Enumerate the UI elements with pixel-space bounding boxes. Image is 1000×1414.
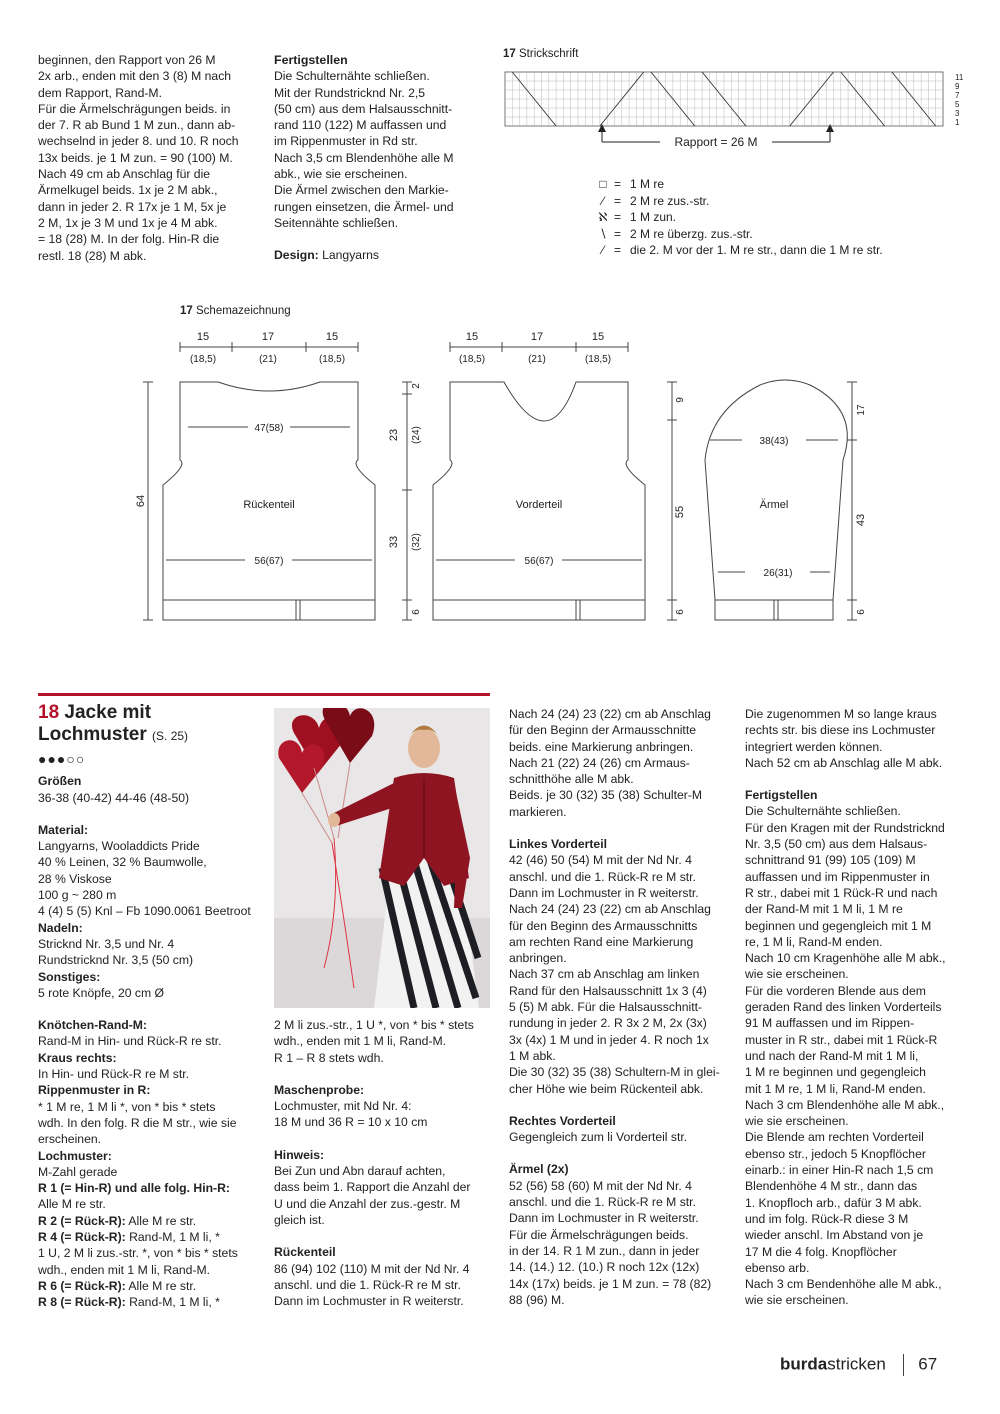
- text-line: beginnen, den Rapport von 26 M: [38, 53, 216, 67]
- section-heading: Linkes Vorderteil: [509, 837, 607, 852]
- text-line: 5 rote Knöpfe, 20 cm Ø: [38, 985, 165, 1000]
- model-photo: [274, 708, 490, 1008]
- text-line: R 1 – R 8 stets wdh.: [274, 1050, 384, 1065]
- legend-symbol-icon: ∖: [599, 226, 607, 241]
- text-line: Nr. 3,5 (50 cm) aus dem Halsaus-: [745, 837, 928, 852]
- legend-symbol-icon: □: [599, 177, 607, 191]
- text-line: anbringen.: [509, 951, 567, 966]
- text-line: Ärmelkugel beids. 1x je 2 M abk.,: [38, 183, 218, 198]
- text-line: Für die Ärmelschrägungen beids. in: [38, 101, 231, 116]
- text-line: dann in jeder 2. R 17x je 1 M, 5x je: [38, 199, 227, 214]
- dim-hem-front: 56(67): [524, 556, 554, 567]
- text-line: mit 1 M re, 1 M li, Rand-M enden.: [745, 1081, 926, 1096]
- text-line: anschl. und die 1. Rück-R re M str.: [509, 869, 696, 884]
- legend-row: ⁄ = die 2. M vor der 1. M re str., dann die 1 M re str.: [592, 242, 883, 258]
- legend-text: 1 M re: [630, 177, 665, 191]
- text-line: Nach 3,5 cm Blendenhöhe alle M: [274, 150, 454, 165]
- text-line: Rand-M in Hin- und Rück-R re str.: [38, 1034, 222, 1049]
- text-line: Die Schulternähte schließen.: [745, 804, 901, 819]
- text-line: 28 % Viskose: [38, 871, 112, 886]
- text-line: 52 (56) 58 (60) M mit der Nd Nr. 4: [509, 1178, 692, 1193]
- section-rule: [38, 693, 490, 696]
- legend-symbol-icon: ⁄: [601, 243, 604, 257]
- section-heading: Ärmel (2x): [509, 1162, 569, 1177]
- legend-row: ℵ = 1 M zun.: [592, 209, 676, 225]
- text-line: 17 M die 4 folg. Knopflöcher: [745, 1244, 897, 1259]
- chart-row-number: 1: [955, 118, 960, 127]
- section-heading: Hinweis:: [274, 1147, 325, 1162]
- text-line: Nach 10 cm Kragenhöhe alle M abk.,: [745, 951, 946, 966]
- footer: [780, 1354, 960, 1382]
- legend-text: die 2. M vor der 1. M re str., dann die 1 M re str.: [630, 243, 883, 257]
- sleeve-outline: [705, 380, 847, 600]
- chart-row-number: 3: [955, 109, 960, 118]
- section-heading: Nadeln:: [38, 920, 83, 935]
- text-line: R str., dabei mit 1 Rück-R und nach: [745, 885, 938, 900]
- text-line: rundung in jeder 2. R 3x 2 M, 2x (3x): [509, 1016, 707, 1031]
- text-line: ebenso str., jedoch 5 Knopflöcher: [745, 1146, 926, 1161]
- text-line: dass beim 1. Rapport die Anzahl der: [274, 1180, 471, 1195]
- text-line: 1 U, 2 M li zus.-str. *, von * bis * stets: [38, 1246, 238, 1261]
- text-line: 100 g ~ 280 m: [38, 888, 117, 903]
- section-heading: Material:: [38, 822, 89, 837]
- text-line: Die Blende am rechten Vorderteil: [745, 1130, 924, 1145]
- text-line: 2 M, 1x je 3 M und 1x je 4 M abk.: [38, 215, 218, 230]
- text-line: Die Ärmel zwischen den Markie-: [274, 183, 449, 198]
- knitting-chart: [500, 62, 970, 162]
- legend-symbol-icon: ⁄: [601, 193, 604, 208]
- text-line: Rundstricknd Nr. 3,5 (50 cm): [38, 953, 194, 968]
- row-instruction: R 8 (= Rück-R): Rand-M, 1 M li, *: [38, 1295, 220, 1310]
- text-line: wdh. In den folg. R die M str., wie sie: [38, 1115, 237, 1130]
- text-line: für den Beginn der Armausschnitte: [509, 723, 696, 738]
- section-heading: Rückenteil: [274, 1245, 336, 1260]
- chart-grid: [505, 72, 970, 126]
- text-line: 88 (96) M.: [509, 1292, 565, 1307]
- section-heading: Größen: [38, 774, 82, 789]
- text-line: ebenso arb.: [745, 1260, 810, 1275]
- text-line: Nach 3 cm Bendenhöhe alle M abk.,: [745, 1277, 942, 1292]
- text-line: Langyarns, Wooladdicts Pride: [38, 839, 200, 854]
- text-line: in der 14. R 1 M zun., dann in jeder: [509, 1243, 700, 1258]
- text-line: Beids. je 30 (32) 35 (38) Schulter-M: [509, 788, 703, 803]
- dim-sleeve-top: 38(43): [759, 436, 789, 447]
- chart-row-number: 5: [955, 100, 960, 109]
- text-line: für den Beginn des Armausschnitts: [509, 918, 698, 933]
- legend-row: ⁄ = 2 M re zus.-str.: [592, 193, 709, 209]
- text-line: Seitennähte schließen.: [274, 215, 398, 230]
- dim-hem-back: 56(67): [254, 556, 284, 567]
- svg-text:(32): (32): [411, 533, 422, 551]
- legend-row: ∖ = 2 M re überzg. zus.-str.: [592, 226, 753, 242]
- pattern18-col2: [274, 1017, 496, 1309]
- section-heading: Rechtes Vorderteil: [509, 1113, 616, 1128]
- pattern18-col3: [509, 706, 734, 1308]
- text-line: 2x arb., enden mit den 3 (8) M nach: [38, 69, 232, 84]
- text-line: schnittrand 91 (99) 105 (109) M: [745, 853, 916, 868]
- text-line: Für den Kragen mit der Rundstricknd: [745, 820, 945, 835]
- text-line: der Rand-M mit 1 M li, 1 M re: [745, 902, 903, 917]
- section-heading: Kraus rechts:: [38, 1050, 117, 1065]
- text-line: Alle M re str.: [38, 1197, 106, 1212]
- text-line: anschl. und die 1. Rück-R re M str.: [274, 1277, 461, 1292]
- text-line: Mit der Rundstricknd Nr. 2,5: [274, 85, 426, 100]
- text-line: 3x (4x) 1 M und in jeder 4. R noch 1x: [509, 1032, 709, 1047]
- dim-sleeve-bottom: 26(31): [763, 568, 793, 579]
- row-instruction: R 2 (= Rück-R): Alle M re str.: [38, 1213, 197, 1228]
- text-line: * 1 M re, 1 M li *, von * bis * stets: [38, 1099, 216, 1114]
- text-line: rechts str. bis diese ins Lochmuster: [745, 723, 936, 738]
- text-line: Blendenhöhe 4 M str., dann das: [745, 1179, 918, 1194]
- row-instruction: R 6 (= Rück-R): Alle M re str.: [38, 1278, 197, 1293]
- text-line: integriert werden können.: [745, 739, 883, 754]
- brand-logo: burdastricken: [780, 1354, 886, 1374]
- text-line: Bei Zun und Abn darauf achten,: [274, 1164, 446, 1179]
- text-line: schnitthöhe alle M abk.: [509, 772, 634, 787]
- text-line: einarb.: in einer Hin-R nach 1,5 cm: [745, 1163, 934, 1178]
- page-number: 67: [918, 1354, 938, 1374]
- svg-text:(18,5): (18,5): [584, 354, 612, 365]
- legend-text: 1 M zun.: [630, 210, 677, 224]
- text-line: Nach 49 cm ab Anschlag für die: [38, 167, 211, 182]
- design-credit: Design: Langyarns: [274, 248, 380, 263]
- chart-row-number: 11: [955, 73, 964, 82]
- label-back: Rückenteil: [243, 499, 295, 511]
- text-line: Nach 21 (22) 24 (26) cm Armaus-: [509, 755, 690, 770]
- text-line: wechselnd in jeder 8. und 10. R noch: [38, 134, 239, 149]
- text-line: beginnen und gegengleich mit 1 M: [745, 918, 932, 933]
- text-line: 40 % Leinen, 32 % Baumwolle,: [38, 855, 207, 870]
- schema-caption: 17 Schemazeichnung: [180, 305, 291, 317]
- chart-row-numbers: [955, 73, 964, 127]
- legend-text: 2 M re zus.-str.: [630, 193, 710, 208]
- text-line: 18 M und 36 R = 10 x 10 cm: [274, 1115, 428, 1130]
- text-line: wie sie erscheinen.: [745, 1114, 849, 1129]
- svg-text:9: 9: [675, 397, 686, 403]
- text-line: 91 M auffassen und im Rippen-: [745, 1016, 915, 1031]
- svg-text:23: 23: [388, 428, 400, 442]
- chart-caption: 17 Strickschrift: [503, 48, 579, 60]
- svg-text:43: 43: [855, 513, 867, 527]
- text-line: 14. (14.) 12. (10.) R noch 12x (12x): [509, 1260, 700, 1275]
- text-line: wdh., enden mit 1 M li, Rand-M.: [274, 1034, 447, 1049]
- text-line: Dann im Lochmuster in R weiterstr.: [509, 1211, 699, 1226]
- dim-chest-back: 47(58): [254, 423, 284, 434]
- rapport-label: Rapport = 26 M: [674, 135, 758, 149]
- svg-text:(18,5): (18,5): [318, 354, 346, 365]
- text-line: im Rippenmuster in Rd str.: [274, 134, 418, 149]
- section-heading: Knötchen-Rand-M:: [38, 1018, 147, 1033]
- schema-drawing: [120, 320, 880, 630]
- text-line: und nach der Rand-M mit 1 M li,: [745, 1048, 919, 1063]
- svg-text:33: 33: [388, 535, 400, 549]
- text-line: Die 30 (32) 35 (38) Schultern-M in glei-: [509, 1065, 720, 1080]
- text-line: = 18 (28) M. In der folg. Hin-R die: [38, 232, 220, 247]
- text-line: Dann im Lochmuster in R weiterstr.: [274, 1294, 464, 1309]
- row-instruction: R 4 (= Rück-R): Rand-M, 1 M li, *: [38, 1230, 220, 1245]
- svg-text:55: 55: [674, 505, 686, 519]
- chart-row-number: 9: [955, 82, 960, 91]
- text-line: 1. Knopfloch arb., dafür 3 M abk.: [745, 1195, 922, 1210]
- svg-text:(18,5): (18,5): [189, 354, 217, 365]
- text-line: wdh., enden mit 1 M li, Rand-M.: [38, 1262, 211, 1277]
- text-line: anschl. und die 1. Rück-R re M str.: [509, 1195, 696, 1210]
- svg-text:2: 2: [411, 383, 422, 389]
- text-line: 86 (94) 102 (110) M mit der Nd Nr. 4: [274, 1261, 470, 1276]
- text-line: beids. eine Markierung anbringen.: [509, 739, 694, 754]
- dim-shoulder-right: 15: [325, 331, 339, 343]
- text-line: 1 M abk.: [509, 1048, 556, 1063]
- text-line: 1 M re beginnen und gegengleich: [745, 1065, 926, 1080]
- text-line: der 7. R ab Bund 1 M zun., dann ab-: [38, 118, 236, 133]
- top-middle-text-column: [274, 52, 496, 264]
- text-line: Lochmuster, mit Nd Nr. 4:: [274, 1099, 412, 1114]
- svg-text:15: 15: [591, 331, 605, 343]
- text-line: markieren.: [509, 804, 567, 819]
- footer-divider: [903, 1354, 904, 1376]
- text-line: Nach 52 cm ab Anschlag alle M abk.: [745, 755, 943, 770]
- text-line: wie sie erscheinen.: [745, 1293, 849, 1308]
- text-line: 14x (17x) beids. je 1 M zun. = 78 (82): [509, 1276, 712, 1291]
- chart-row-number: 7: [955, 91, 960, 100]
- legend-text: 2 M re überzg. zus.-str.: [630, 226, 753, 241]
- text-line: re, 1 M li, Rand-M enden.: [745, 934, 883, 949]
- text-line: 13x beids. je 1 M zun. = 90 (100) M.: [38, 150, 233, 165]
- svg-text:(24): (24): [411, 426, 422, 444]
- svg-text:6: 6: [675, 609, 686, 615]
- text-line: Die zugenommen M so lange kraus: [745, 707, 937, 721]
- pattern18-col1: [38, 702, 263, 1311]
- text-line: Nach 3 cm Blendenhöhe alle M abk.,: [745, 1097, 945, 1112]
- svg-text:17: 17: [530, 331, 544, 343]
- text-line: 4 (4) 5 (5) Knl – Fb 1090.0061 Beetroot: [38, 904, 251, 919]
- section-heading: Sonstiges:: [38, 969, 101, 984]
- row-instruction: R 1 (= Hin-R) und alle folg. Hin-R:: [38, 1181, 230, 1196]
- text-line: muster in R str., dabei mit 1 Rück-R: [745, 1032, 938, 1047]
- text-line: In Hin- und Rück-R re M str.: [38, 1067, 190, 1082]
- text-line: Stricknd Nr. 3,5 und Nr. 4: [38, 936, 175, 951]
- text-line: M-Zahl gerade: [38, 1164, 118, 1179]
- text-line: abk., wie sie erscheinen.: [274, 167, 408, 182]
- top-left-text-column: [38, 52, 260, 264]
- dim-length: 64: [135, 494, 147, 508]
- text-line: dem Rapport, Rand-M.: [38, 85, 162, 100]
- finishing-text: [274, 68, 496, 231]
- label-front: Vorderteil: [515, 499, 563, 511]
- text-line: wieder anschl. Im Abstand von je: [745, 1228, 924, 1243]
- svg-text:(18,5): (18,5): [458, 354, 486, 365]
- section-heading: Fertigstellen: [745, 788, 818, 803]
- text-line: erscheinen.: [38, 1132, 102, 1147]
- text-line: Nach 24 (24) 23 (22) cm ab Anschlag: [509, 707, 711, 721]
- section-heading: Rippenmuster in R:: [38, 1083, 151, 1098]
- section-heading: Maschenprobe:: [274, 1082, 365, 1097]
- pattern18-title: 18 Jacke mit Lochmuster (S. 25): [38, 702, 189, 745]
- text-line: cher Höhe wie beim Rückenteil abk.: [509, 1081, 704, 1096]
- label-sleeve: Ärmel: [759, 499, 789, 511]
- dim-neck: 17: [261, 331, 275, 343]
- text-line: am rechten Rand eine Markierung: [509, 934, 694, 949]
- text-line: Rand für den Halsausschnitt 1x 3 (4): [509, 983, 707, 998]
- text-line: rungen einsetzen, die Ärmel- und: [274, 199, 454, 214]
- text-line: Nach 24 (24) 23 (22) cm ab Anschlag: [509, 902, 711, 917]
- text-line: geraden Rand des linken Vorderteils: [745, 1000, 942, 1015]
- text-line: Nach 37 cm ab Anschlag am linken: [509, 967, 700, 982]
- finishing-heading: Fertigstellen: [274, 53, 348, 67]
- text-line: (50 cm) aus dem Halsausschnitt-: [274, 101, 453, 116]
- svg-text:17: 17: [856, 404, 867, 416]
- legend-symbol-icon: ℵ: [598, 210, 608, 224]
- difficulty-dots: ●●●○○: [38, 751, 86, 767]
- text-line: Gegengleich zum li Vorderteil str.: [509, 1130, 688, 1145]
- section-heading: Lochmuster:: [38, 1148, 112, 1163]
- text-line: Dann im Lochmuster in R weiterstr.: [509, 885, 699, 900]
- text-line: 2 M li zus.-str., 1 U *, von * bis * stets: [274, 1018, 474, 1032]
- svg-text:(21): (21): [528, 354, 546, 365]
- text-line: U und die Anzahl der zus.-gestr. M: [274, 1196, 461, 1211]
- text-line: Die Schulternähte schließen.: [274, 69, 430, 84]
- dim-shoulder-left: 15: [196, 331, 210, 343]
- text-line: Für die Ärmelschrägungen beids.: [509, 1227, 689, 1242]
- text-line: 5 (5) M abk. Für die Halsausschnitt-: [509, 1000, 703, 1015]
- text-line: 42 (46) 50 (54) M mit der Nd Nr. 4: [509, 853, 692, 868]
- text-line: restl. 18 (28) M abk.: [38, 248, 147, 263]
- text-line: auffassen und im Rippenmuster in: [745, 869, 930, 884]
- svg-text:15: 15: [465, 331, 479, 343]
- svg-text:6: 6: [856, 609, 867, 615]
- svg-text:(21): (21): [259, 354, 277, 365]
- legend-row: □ = 1 M re: [592, 176, 664, 192]
- text-line: und im folg. Rück-R diese 3 M: [745, 1211, 909, 1226]
- pattern18-col4: [745, 706, 970, 1309]
- text-line: rand 110 (122) M auffassen und: [274, 118, 447, 133]
- svg-text:6: 6: [411, 609, 422, 615]
- text-line: 36-38 (40-42) 44-46 (48-50): [38, 790, 190, 805]
- text-line: Für die vorderen Blende aus dem: [745, 983, 926, 998]
- text-line: wie sie erscheinen.: [745, 967, 849, 982]
- text-line: gleich ist.: [274, 1212, 325, 1227]
